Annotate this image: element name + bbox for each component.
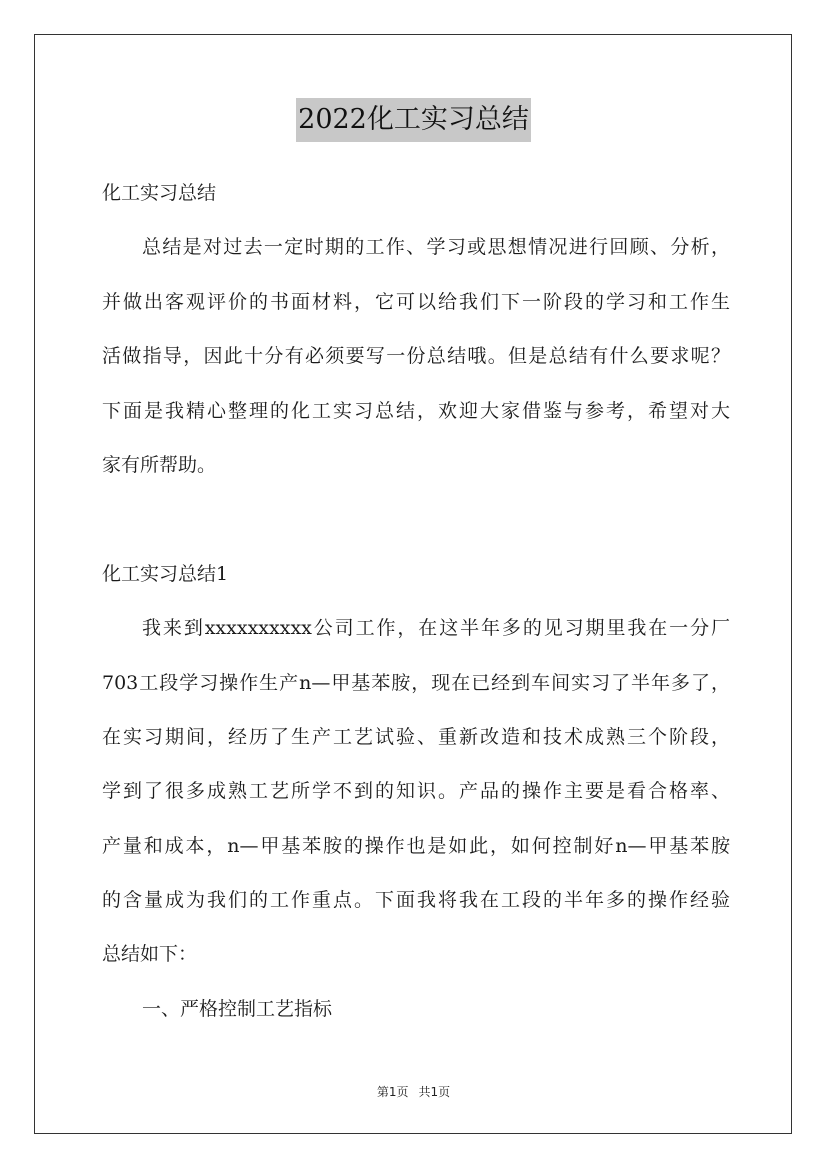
paragraph-spacer	[102, 492, 730, 546]
page-total: 共1页	[418, 1085, 451, 1099]
part1-line-5: 产量和成本，n—甲基苯胺的操作也是如此，如何控制好n—甲基苯胺	[102, 834, 730, 857]
intro-line-5: 家有所帮助。	[102, 453, 217, 476]
intro-line-1: 总结是对过去一定时期的工作、学习或思想情况进行回顾、分析，	[142, 236, 730, 259]
page-footer	[0, 1083, 827, 1100]
part1-line-4: 学到了很多成熟工艺所学不到的知识。产品的操作主要是看合格率、	[102, 780, 730, 803]
document-title-text: 2022化工实习总结	[296, 98, 531, 142]
part1-heading: 化工实习总结1	[102, 562, 229, 585]
part1-line-6: 的含量成为我们的工作重点。下面我将我在工段的半年多的操作经验	[102, 889, 730, 912]
document-body	[102, 166, 730, 1036]
part1-line-7: 总结如下：	[102, 943, 198, 966]
intro-line-3: 活做指导，因此十分有必须要写一份总结哦。但是总结有什么要求呢？	[102, 345, 730, 368]
page-number: 第1页	[376, 1085, 409, 1099]
subheading-1: 一、严格控制工艺指标	[142, 997, 333, 1020]
part1-line-2: 703工段学习操作生产n—甲基苯胺，现在已经到车间实习了半年多了，	[102, 671, 730, 694]
part1-line-1: 我来到xxxxxxxxxx公司工作，在这半年多的见习期里我在一分厂	[142, 617, 730, 640]
section-heading: 化工实习总结	[102, 182, 217, 204]
document-title	[0, 98, 827, 142]
intro-line-2: 并做出客观评价的书面材料，它可以给我们下一阶段的学习和工作生	[102, 290, 730, 313]
intro-line-4: 下面是我精心整理的化工实习总结，欢迎大家借鉴与参考，希望对大	[102, 399, 730, 422]
part1-line-3: 在实习期间，经历了生产工艺试验、重新改造和技术成熟三个阶段，	[102, 725, 730, 748]
